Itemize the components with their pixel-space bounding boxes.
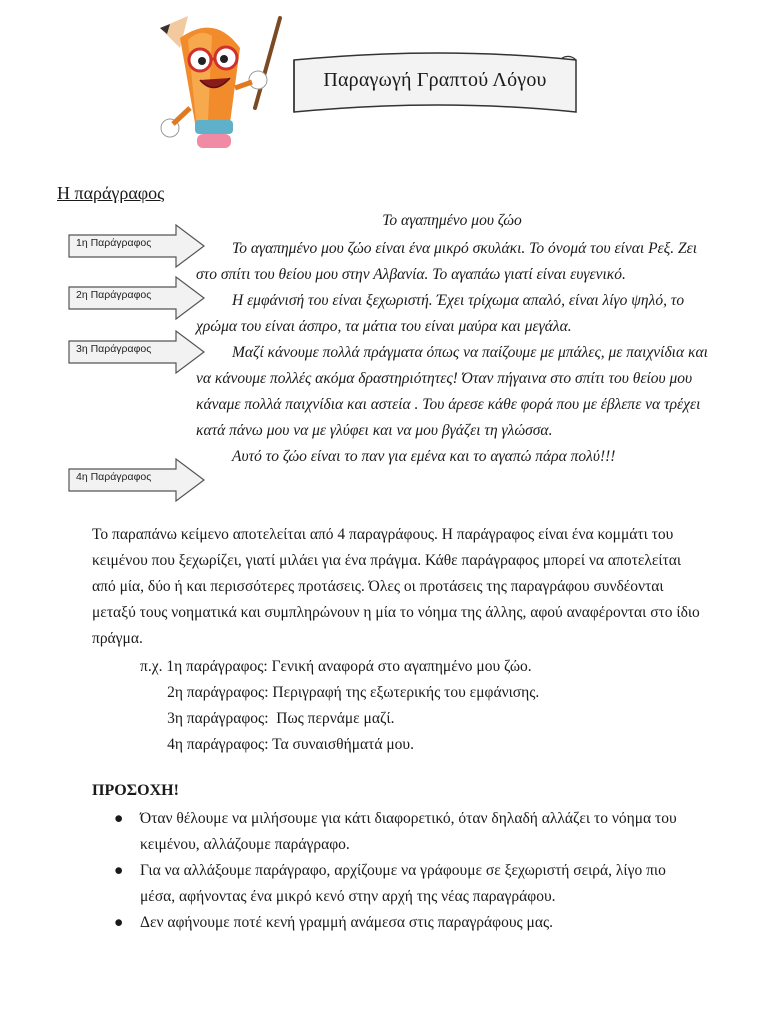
example-line: 3η παράγραφος: Πως περνάμε μαζί.	[140, 710, 395, 727]
section-heading: Η παράγραφος	[57, 183, 165, 203]
page-title: Παραγωγή Γραπτού Λόγου	[323, 69, 547, 91]
title-banner	[290, 52, 580, 122]
examples-list	[140, 654, 539, 758]
essay-paragraph-4: Αυτό το ζώο είναι το παν για εμένα και το αγαπώ πάρα πολύ!!!	[232, 448, 616, 465]
bullet-dot-icon: ●	[114, 914, 124, 931]
bullet-text: Για να αλλάξουμε παράγραφο, αρχίζουμε να γράφουμε σε ξεχωριστή σειρά, λίγο πιο μέσα, αφήνοντας ένα μικρό κενό στην αρχή της νέας παραγράφου.	[140, 862, 666, 905]
essay-title: Το αγαπημένο μου ζώο	[382, 212, 522, 229]
example-line: π.χ. 1η παράγραφος: Γενική αναφορά στο αγαπημένο μου ζώο.	[140, 658, 532, 675]
example-line: 2η παράγραφος: Περιγραφή της εξωτερικής του εμφάνισης.	[140, 684, 540, 701]
paragraph-arrow-3	[68, 330, 206, 374]
bullet-item	[92, 910, 702, 936]
essay-paragraph-1: Το αγαπημένο μου ζώο είναι ένα μικρό σκυλάκι. Το όνομά του είναι Ρεξ. Ζει στο σπίτι του θείου μου στην Αλβανία. Το αγαπάω γιατί είναι ευγενικό.	[196, 240, 698, 283]
essay	[196, 208, 708, 470]
arrow-label: 1η Παράγραφος	[76, 237, 152, 249]
explanation-block	[92, 522, 702, 652]
bullet-item	[92, 806, 702, 858]
essay-paragraph-3: Μαζί κάνουμε πολλά πράγματα όπως να παίζουμε με μπάλες, με παιχνίδια και να κάνουμε πολλές ακόμα δραστηριότητες! Όταν πήγαινα στο σπίτι του θείου μου κάναμε πολλά παιχνίδια και αστεία . Του άρεσε κάθε φορά που με έβλεπε να τρέχει κατά πάνω μου να με γλύφει και να μου βγάζει τη γλώσσα.	[196, 344, 708, 439]
arrow-label: 3η Παράγραφος	[76, 343, 152, 355]
bullet-dot-icon: ●	[114, 810, 124, 827]
pencil-teacher-mascot-icon	[140, 8, 290, 158]
paragraph-arrow-1	[68, 224, 206, 268]
arrow-label: 2η Παράγραφος	[76, 289, 152, 301]
attention-bullets	[92, 806, 702, 936]
bullet-dot-icon: ●	[114, 862, 124, 879]
example-line: 4η παράγραφος: Τα συναισθήματά μου.	[140, 736, 414, 753]
paragraph-arrow-4	[68, 458, 206, 502]
arrow-label: 4η Παράγραφος	[76, 471, 152, 483]
bullet-text: Δεν αφήνουμε ποτέ κενή γραμμή ανάμεσα στις παραγράφους μας.	[140, 914, 553, 931]
explanation-text: Το παραπάνω κείμενο αποτελείται από 4 παραγράφους. Η παράγραφος είναι ένα κομμάτι του κειμένου που ξεχωρίζει, γιατί μιλάει για ένα πράγμα. Κάθε παράγραφος μπορεί να αποτελείται από μία, δύο ή και περισσότερες προτάσεις. Όλες οι προτάσεις της παραγράφου συνδέονται μεταξύ τους νοηματικά και συμπληρώνουν η μία το νόημα της άλλης, αφού αναφέρονται στο ίδιο πράγμα.	[92, 526, 700, 647]
bullet-item	[92, 858, 702, 910]
attention-heading: ΠΡΟΣΟΧΗ!	[92, 782, 179, 799]
bullet-text: Όταν θέλουμε να μιλήσουμε για κάτι διαφορετικό, όταν δηλαδή αλλάζει το νόημα του κειμένου, αλλάζουμε παράγραφο.	[140, 810, 677, 853]
essay-paragraph-2: Η εμφάνισή του είναι ξεχωριστή. Έχει τρίχωμα απαλό, είναι λίγο ψηλό, το χρώμα του είναι άσπρο, τα μάτια του είναι μαύρα και μεγάλα.	[196, 292, 685, 335]
paragraph-arrow-2	[68, 276, 206, 320]
